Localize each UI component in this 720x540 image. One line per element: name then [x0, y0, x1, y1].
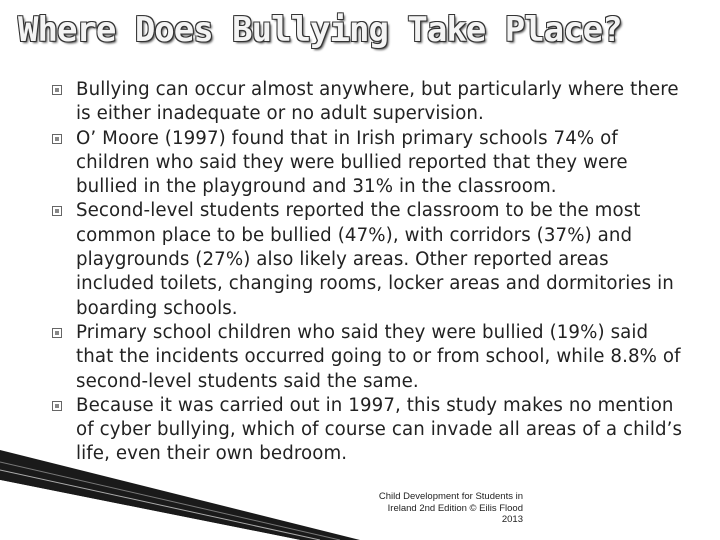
checkbox-bullet-icon	[52, 134, 62, 144]
bullet-text: O’ Moore (1997) found that in Irish primary schools 74% of children who said they were bullied reported that they were bullied in the playground and 31% in the classroom.	[76, 127, 628, 198]
bullet-item	[48, 199, 688, 320]
bullet-item	[48, 78, 688, 127]
checkbox-bullet-icon	[52, 85, 62, 95]
slide-title: Where Does Bullying Take Place?	[18, 10, 622, 50]
credit-line: Child Development for Students in	[378, 491, 523, 502]
credit-line: 2013	[501, 514, 523, 525]
bullet-item	[48, 127, 688, 200]
bullet-item	[48, 321, 688, 394]
credit-line: Ireland 2nd Edition © Eilis Flood	[387, 502, 523, 514]
bullet-text: Bullying can occur almost anywhere, but particularly where there is either inadequate or no adult supervision.	[76, 79, 679, 125]
source-credit	[323, 491, 523, 526]
bullet-text: Because it was carried out in 1997, this study makes no mention of cyber bullying, which of course can invade all areas of a child’s life, even their own bedroom.	[76, 394, 683, 465]
checkbox-bullet-icon	[52, 206, 62, 216]
bullet-list	[48, 78, 688, 467]
checkbox-bullet-icon	[52, 328, 62, 338]
bullet-text: Second-level students reported the classroom to be the most common place to be bullied (47%), with corridors (37%) and playgrounds (27%) also likely areas. Other reported areas included toilets, changing rooms, locker areas and dormitories in boarding schools.	[76, 200, 674, 319]
checkbox-bullet-icon	[52, 401, 62, 411]
bullet-text: Primary school children who said they were bullied (19%) said that the incidents occurred going to or from school, while 8.8% of second-level students said the same.	[76, 321, 681, 392]
bullet-item	[48, 394, 688, 467]
